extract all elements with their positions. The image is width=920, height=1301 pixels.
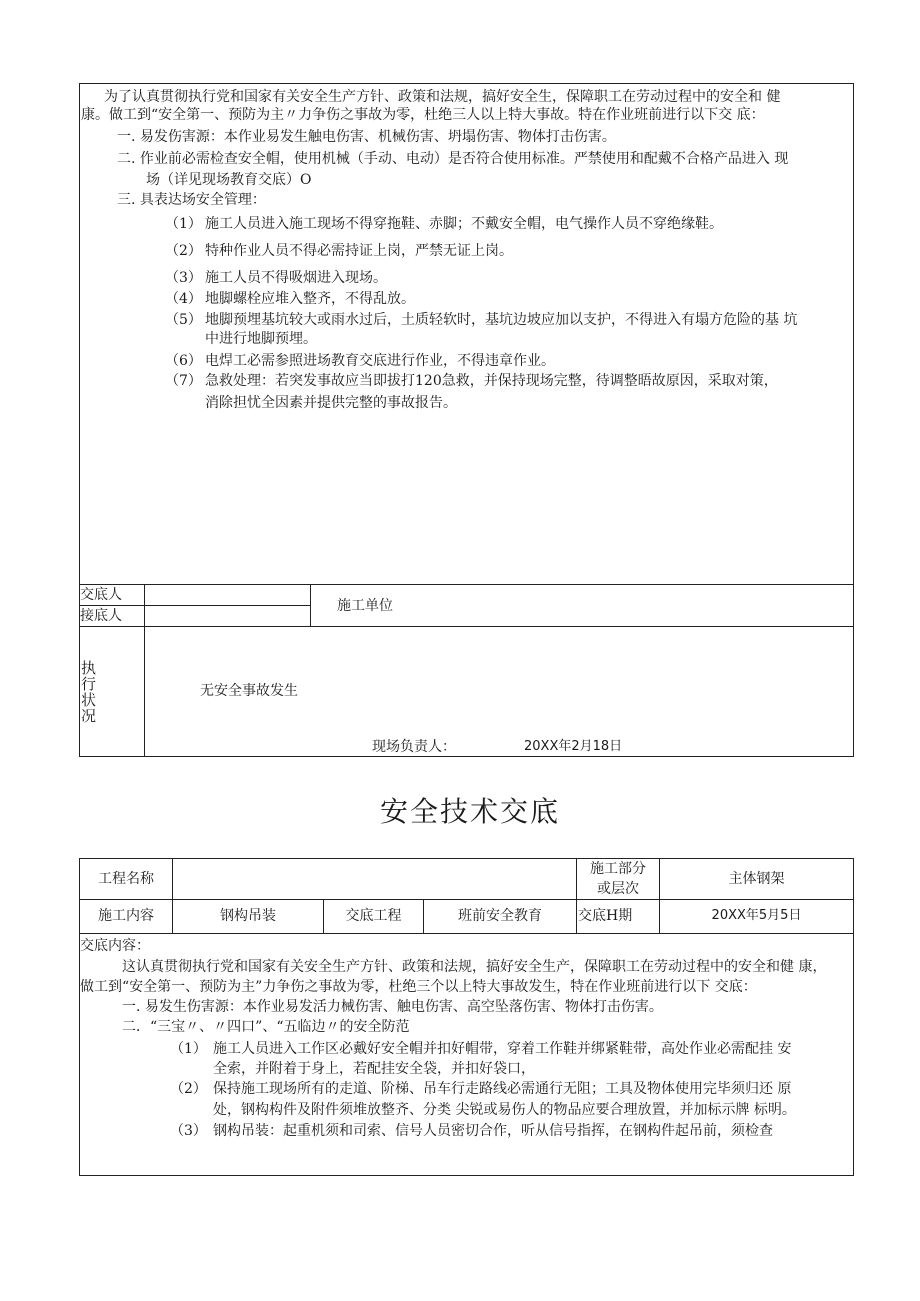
lower-sub-1-text: 施工人员进入工作区必戴好安全帽并扣好帽带，穿着工作鞋并绑紧鞋带，高处作业必需配挂 安 xyxy=(213,1041,792,1057)
bufen-label-line2: 或层次 xyxy=(597,881,639,897)
upper-sub-1-no: （1） xyxy=(165,216,202,232)
upper-right-border xyxy=(853,83,854,757)
upper-sub-4-text: 地脚螺栓应堆入整齐，不得乱放。 xyxy=(205,291,415,307)
lower-sub-3-text: 钢构吊装：起重机须和司索、信号人员密切合作，听从信号指挥，在钢构件起吊前，须检查 xyxy=(213,1123,773,1139)
lower-item-1: 一. 易发生伤害源：本作业易发活力械伤害、触电伤害、高空坠落伤害、物体打击伤害。 xyxy=(122,999,663,1015)
neirong-value: 钢构吊装 xyxy=(220,908,276,924)
zhixing-label: 执行状况 xyxy=(81,659,97,725)
upper-sub-7-text: 急救处理：若突发事故应当即拔打120急救，并保持现场完整，待调整晤故原因，采取对策， xyxy=(205,373,778,389)
jiaodi-date-label: 交底H期 xyxy=(578,908,633,924)
zhixing-value: 无安全事故发生 xyxy=(200,683,298,699)
lower-sub-2-text: 保持施工现场所有的走道、阶梯、吊车行走路线必需通行无阻；工具及物体使用完毕须归还 原 xyxy=(213,1081,792,1097)
upper-col-divider-1 xyxy=(144,584,145,756)
upper-sub-4-no: （4） xyxy=(165,291,202,307)
jieshouren-label: 接底人 xyxy=(80,608,122,624)
gongcheng-label: 工程名称 xyxy=(98,871,154,887)
lower-bottom-border xyxy=(79,1175,854,1176)
upper-sub-6-no: （6） xyxy=(165,353,202,369)
upper-top-border xyxy=(79,83,854,84)
lower-para-line1: 这认真贯彻执行党和国家有关安全生产方针、政策和法规，搞好安全生产，保障职工在劳动过程中的安全和健 康， xyxy=(122,959,827,975)
upper-sub-5-text: 地脚预埋基坑较大或雨水过后，土质轻软时，基坑边坡应加以支护，不得进入有塌方危险的基 坑 xyxy=(205,312,798,328)
upper-left-border xyxy=(79,83,80,757)
upper-bottom-border xyxy=(79,756,854,757)
lower-sub-2-text2: 处，钢构构件及附件须堆放整齐、分类 尖锐或易伤人的物品应要合理放置，并加标示牌 标明。 xyxy=(213,1102,796,1118)
lower-sub-1-no: （1） xyxy=(170,1041,207,1057)
upper-item-2-line1: 二. 作业前必需检查安全帽，使用机械（手动、电动）是否符合使用标准。严禁使用和配戴不合格产品进入 现 xyxy=(117,151,789,167)
upper-sub-5-no: （5） xyxy=(165,312,202,328)
upper-sub-3-no: （3） xyxy=(165,270,202,286)
upper-col-divider-2 xyxy=(310,584,311,626)
lower-sub-2-no: （2） xyxy=(170,1081,207,1097)
xianchang-fuzeren-label: 现场负责人： xyxy=(372,739,456,755)
lower-para-line2: 做工到“安全第一、预防为主”力争伤之事故为零，杜绝三个以上特大事故发生，特在作业班前进行以下 交底： xyxy=(80,979,757,995)
upper-intro-line2: 康。做工到“安全第一、预防为主〃力争伤之事故为零，杜绝三人以上特大事故。特在作业班前进行以下交 底： xyxy=(81,107,765,123)
lower-sub-3-no: （3） xyxy=(170,1123,207,1139)
upper-item-3: 三. 具表达场安全管理： xyxy=(117,192,266,208)
lower-left-border xyxy=(79,858,80,1176)
upper-item-1: 一. 易发伤害源：本作业易发生触电伤害、机械伤害、坍塌伤害、物体打击伤害。 xyxy=(117,129,616,145)
lower-sub-1-text2: 全索，并附着于身上，若配挂安全袋，并扣好袋口， xyxy=(213,1061,535,1077)
upper-intro-line1: 为了认真贯彻执行党和国家有关安全生产方针、政策和法规，搞好安全生，保障职工在劳动过程中的安全和 健 xyxy=(104,89,781,105)
bufen-value: 主体钢架 xyxy=(728,871,785,887)
upper-sub-6-text: 电焊工必需参照进场教育交底进行作业，不得违章作业。 xyxy=(205,353,555,369)
lower-row-divider-2 xyxy=(79,933,854,934)
upper-divider-1 xyxy=(79,584,854,585)
neirong-label: 施工内容 xyxy=(98,908,154,924)
upper-divider-2 xyxy=(79,605,310,606)
upper-sub-3-text: 施工人员不得吸烟进入现场。 xyxy=(205,270,387,286)
upper-sub-2-no: （2） xyxy=(165,243,202,259)
lower-top-border xyxy=(79,858,854,859)
jiaodi-gongcheng-label: 交底工程 xyxy=(345,908,402,924)
content-label: 交底内容： xyxy=(80,938,150,954)
jiaodi-date-value: 20XX年5月5日 xyxy=(711,908,802,923)
upper-sub-5-text2: 中进行地脚预埋。 xyxy=(205,331,317,347)
upper-date: 20XX年2月18日 xyxy=(524,739,623,754)
page-title: 安全技术交底 xyxy=(380,795,561,828)
upper-item-2-line2: 场（详见现场教育交底）O xyxy=(146,172,312,188)
upper-sub-2-text: 特种作业人员不得必需持证上岗，严禁无证上岗。 xyxy=(205,243,513,259)
shigong-danwei-label: 施工单位 xyxy=(337,598,393,614)
upper-sub-7-no: （7） xyxy=(165,373,202,389)
lower-right-border xyxy=(853,858,854,1176)
bufen-label-line1: 施工部分 xyxy=(590,861,646,877)
upper-sub-1-text: 施工人员进入施工现场不得穿拖鞋、赤脚；不戴安全帽，电气操作人员不穿绝缘鞋。 xyxy=(205,216,723,232)
lower-row-divider-1 xyxy=(79,899,854,900)
jiaodiren-label: 交底人 xyxy=(80,587,122,603)
upper-divider-3 xyxy=(79,626,854,627)
jiaodi-gongcheng-value: 班前安全教育 xyxy=(458,908,542,924)
lower-item-2: 二．“三宝〃、〃四口”、“五临边〃的安全防范 xyxy=(122,1019,410,1035)
upper-sub-7-text2: 消除担忧全因素并提供完整的事故报告。 xyxy=(205,395,457,411)
